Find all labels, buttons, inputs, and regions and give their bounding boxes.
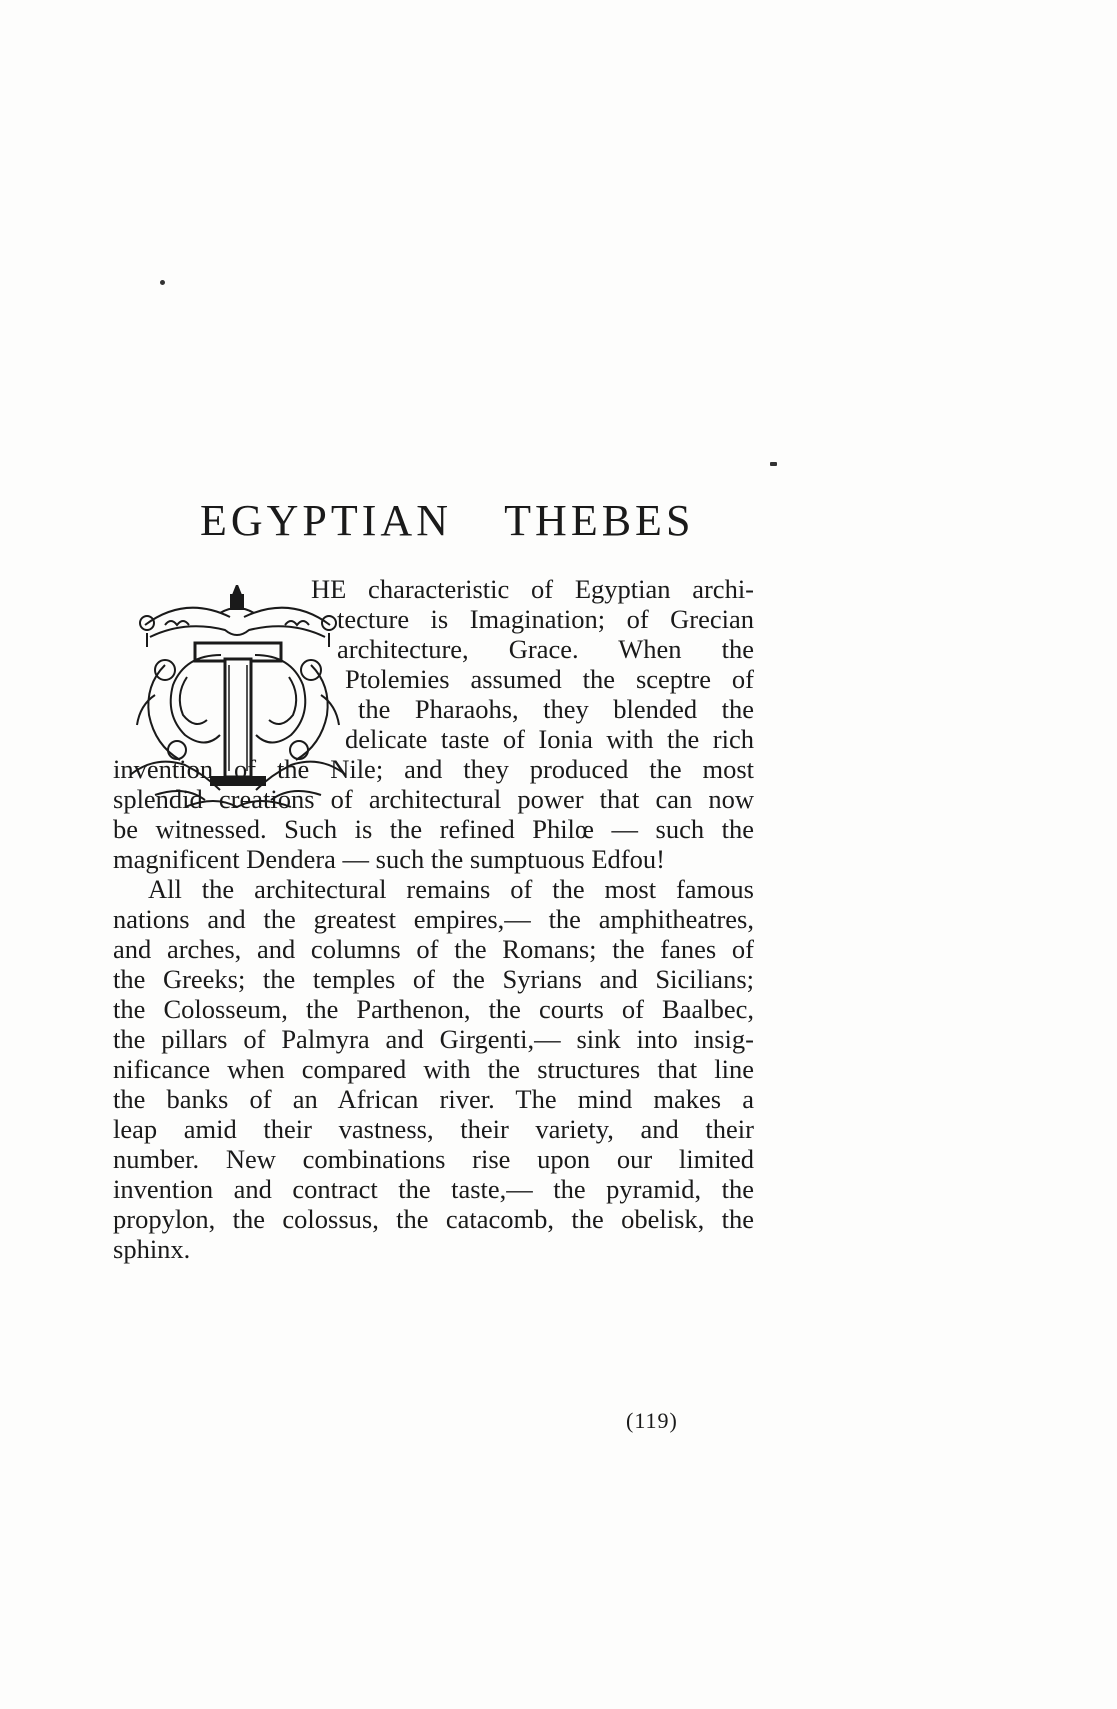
text-line: be witnessed. Such is the refined Philœ — such the	[113, 814, 754, 844]
text-line: architecture, Grace. When the	[337, 634, 754, 664]
text-line: All the architectural remains of the most famous	[148, 874, 754, 904]
text-line: propylon, the colossus, the catacomb, the obelisk, the	[113, 1204, 754, 1234]
text-line: delicate taste of Ionia with the rich	[345, 724, 754, 754]
text-line: the Pharaohs, they blended the	[358, 694, 754, 724]
text-line: the Colosseum, the Parthenon, the courts of Baalbec,	[113, 994, 754, 1024]
text-line: the pillars of Palmyra and Girgenti,— sink into insig-	[113, 1024, 754, 1054]
text-line: tecture is Imagination; of Grecian	[337, 604, 754, 634]
text-line: nificance when compared with the structures that line	[113, 1054, 754, 1084]
text-line: sphinx.	[113, 1234, 191, 1264]
text-line: splendid creations of architectural power that can now	[113, 784, 754, 814]
text-line: and arches, and columns of the Romans; the fanes of	[113, 934, 754, 964]
text-line: the banks of an African river. The mind makes a	[113, 1084, 754, 1114]
text-line: Ptolemies assumed the sceptre of	[345, 664, 754, 694]
speck	[770, 462, 777, 466]
text-line: leap amid their vastness, their variety, and their	[113, 1114, 754, 1144]
text-line: number. New combinations rise upon our limited	[113, 1144, 754, 1174]
text-line: invention and contract the taste,— the pyramid, the	[113, 1174, 754, 1204]
page-number: (119)	[626, 1408, 678, 1433]
page-title: EGYPTIAN THEBES	[200, 496, 695, 545]
text-line: nations and the greatest empires,— the amphitheatres,	[113, 904, 754, 934]
speck	[160, 280, 165, 285]
text-line: invention of the Nile; and they produced the most	[113, 754, 754, 784]
text-line: the Greeks; the temples of the Syrians and Sicilians;	[113, 964, 754, 994]
text-line: magnificent Dendera — such the sumptuous Edfou!	[113, 844, 665, 874]
text-line: HE characteristic of Egyptian archi-	[311, 574, 754, 604]
